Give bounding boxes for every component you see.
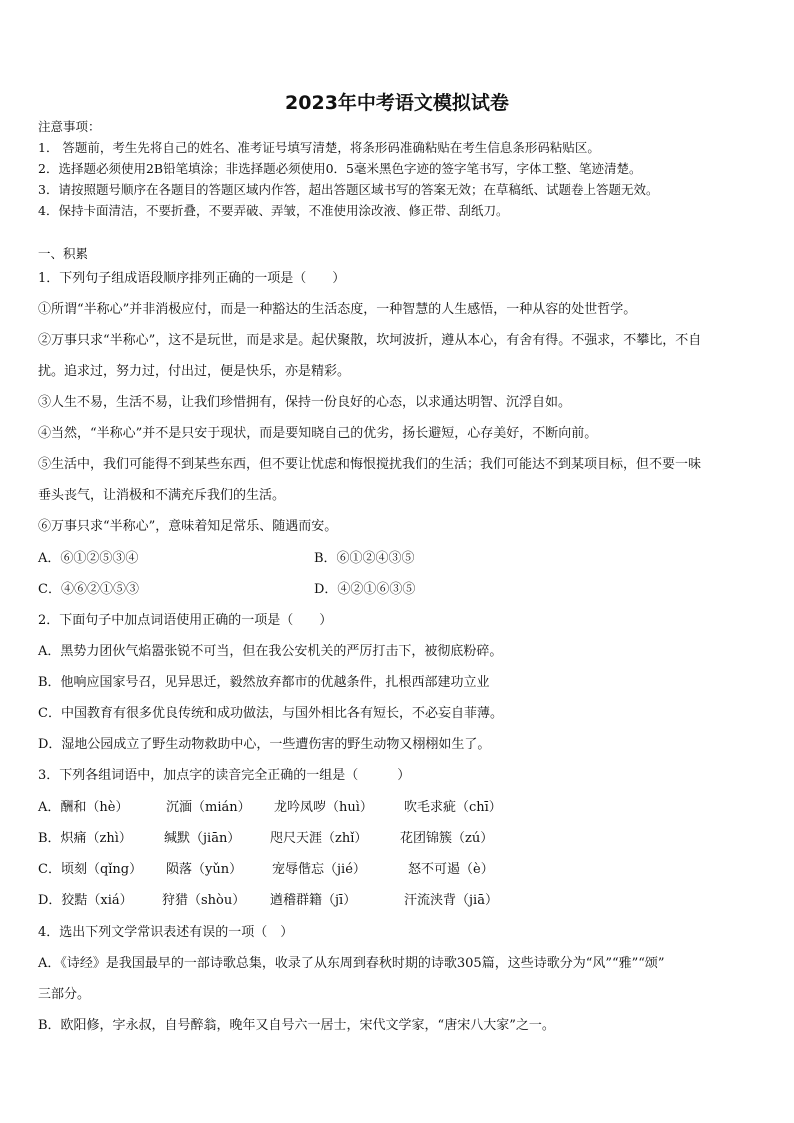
q1-sentence-6: ⑥万事只求“半称心”，意味着知足常乐、随遇而安。 <box>38 519 338 534</box>
question-3-stem: 3．下列各组词语中，加点字的读音完全正确的一组是（ ） <box>38 768 411 783</box>
q1-sentence-5-cont: 垂头丧气，让消极和不满充斥我们的生活。 <box>38 488 286 503</box>
q3-word: 咫尺天涯（zhǐ） <box>270 831 368 846</box>
q3-word: 沉湎（mián） <box>166 800 251 815</box>
q1-option-d: D．④②①⑥③⑤ <box>314 582 416 597</box>
q3-word: 遒稽群籍（jī） <box>270 893 357 908</box>
q3-word: 狩猎（shòu） <box>162 893 246 908</box>
question-1-stem: 1．下列句子组成语段顺序排列正确的一项是（ ） <box>38 271 346 286</box>
q3-word: 汗流浃背（jiā） <box>404 893 498 908</box>
q3-word: 宠辱偕忘（jié） <box>272 862 366 877</box>
notice-item: 2．选择题必须使用2B铅笔填涂；非选择题必须使用0．5毫米黑色字迹的签字笔书写，字体工整、笔迹清楚。 <box>38 161 642 176</box>
notice-heading: 注意事项： <box>38 119 101 134</box>
q4-option-a-cont: 三部分。 <box>38 987 91 1002</box>
question-4-stem: 4．选出下列文学常识表述有误的一项（ ） <box>38 925 294 940</box>
page-title: 2023年中考语文模拟试卷 <box>285 92 509 114</box>
q3-word: 陨落（yǔn） <box>166 862 243 877</box>
q3-word: 花团锦簇（zú） <box>400 831 494 846</box>
q3-word: B．炽痛（zhì） <box>38 831 132 846</box>
q4-option-b: B．欧阳修，字永叔，自号醉翁，晚年又自号六一居士，宋代文学家，“唐宋八大家”之一。 <box>38 1018 555 1033</box>
q4-option-a: A．《诗经》是我国最早的一部诗歌总集，收录了从东周到春秋时期的诗歌305篇，这些诗歌分为“风”“雅”“颂” <box>38 956 665 971</box>
q2-option-b: B．他响应国家号召，见异思迁，毅然放弃都市的优越条件，扎根西部建功立业 <box>38 675 490 690</box>
q1-sentence-2: ②万事只求“半称心”，这不是玩世，而是求是。起伏聚散，坎坷波折，遵从本心，有舍有得。不强求，不攀比，不自 <box>38 333 702 348</box>
q3-word: A．酬和（hè） <box>38 800 129 815</box>
q2-option-c: C．中国教育有很多优良传统和成功做法，与国外相比各有短长，不必妄自菲薄。 <box>38 706 503 721</box>
q1-option-a: A．⑥①②⑤③④ <box>38 551 139 566</box>
q1-option-b: B．⑥①②④③⑤ <box>314 551 415 566</box>
q2-option-a: A．黑势力团伙气焰嚣张锐不可当，但在我公安机关的严厉打击下，被彻底粉碎。 <box>38 644 503 659</box>
q3-word: 龙吟凤哕（huì） <box>274 800 373 815</box>
question-2-stem: 2．下面句子中加点词语使用正确的一项是（ ） <box>38 613 333 628</box>
notice-item: 1． 答题前，考生先将自己的姓名、准考证号填写清楚，将条形码准确粘贴在考生信息条形码粘贴区。 <box>38 140 600 155</box>
q2-option-d: D．湿地公园成立了野生动物救助中心，一些遭伤害的野生动物又栩栩如生了。 <box>38 737 491 752</box>
section-heading: 一、积累 <box>38 246 89 261</box>
q3-word: 缄默（jiān） <box>164 831 241 846</box>
q1-sentence-1: ①所谓“半称心”并非消极应付，而是一种豁达的生活态度，一种智慧的人生感悟，一种从容的处世哲学。 <box>38 302 637 317</box>
q1-option-c: C．④⑥②①⑤③ <box>38 582 139 597</box>
q1-sentence-4: ④当然，“半称心”并不是只安于现状，而是要知晓自己的优劣，扬长避短，心存美好，不断向前。 <box>38 426 598 441</box>
q3-word: C．顷刻（qǐng） <box>38 862 143 877</box>
q3-word: D．狡黠（xiá） <box>38 893 133 908</box>
q3-word: 怒不可遏（è） <box>408 862 494 877</box>
notice-item: 4．保持卡面清洁，不要折叠，不要弄破、弄皱，不准使用涂改液、修正带、刮纸刀。 <box>38 203 509 218</box>
q1-sentence-2-cont: 扰。追求过，努力过，付出过，便是快乐，亦是精彩。 <box>38 364 351 379</box>
q1-sentence-5: ⑤生活中，我们可能得不到某些东西，但不要让忧虑和悔恨搅扰我们的生活；我们可能达不到某项目标，但不要一味 <box>38 457 702 472</box>
notice-item: 3．请按照题号顺序在各题目的答题区域内作答，超出答题区域书写的答案无效；在草稿纸、试题卷上答题无效。 <box>38 182 659 197</box>
q1-sentence-3: ③人生不易，生活不易，让我们珍惜拥有，保持一份良好的心态，以求通达明智、沉浮自如。 <box>38 395 572 410</box>
q3-word: 吹毛求疵（chī） <box>404 800 502 815</box>
